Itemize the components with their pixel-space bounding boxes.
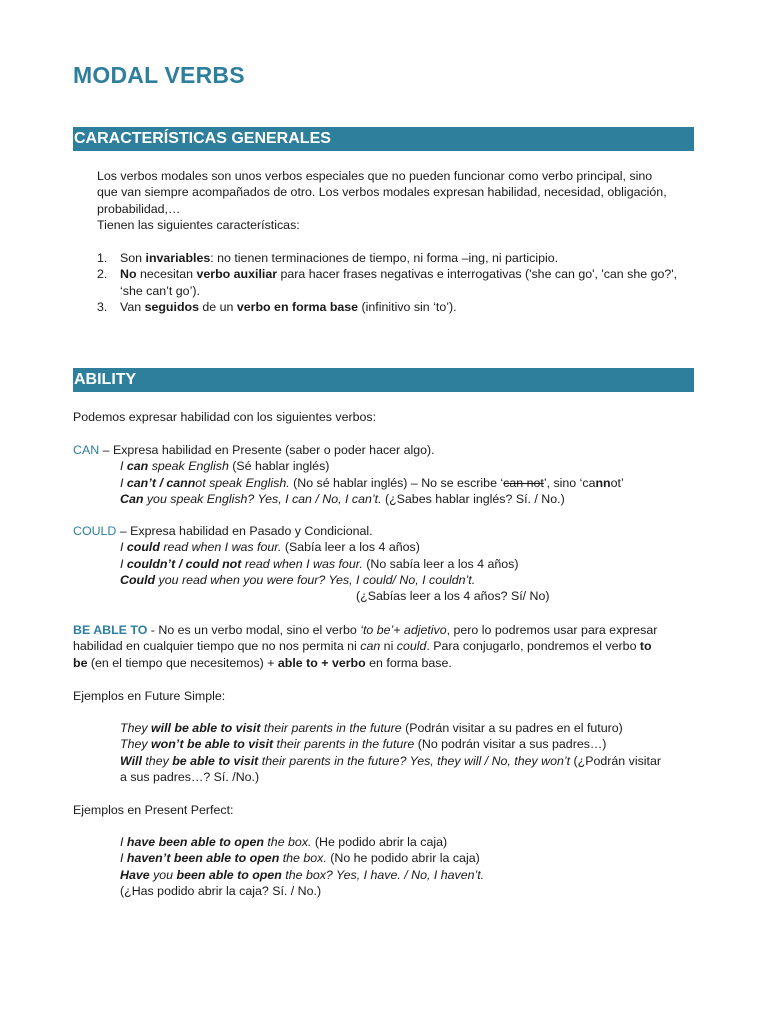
example-line bbox=[73, 753, 699, 769]
perfect-heading: Ejemplos en Present Perfect: bbox=[73, 803, 234, 817]
italic-text: the box. bbox=[279, 851, 327, 866]
perfect-examples bbox=[73, 834, 699, 899]
text: (Sabía leer a los 4 años) bbox=[281, 540, 420, 555]
be-able-to-line bbox=[73, 638, 699, 654]
text: ot’ bbox=[610, 475, 624, 490]
italic-text: They bbox=[120, 721, 151, 735]
bold-text: could bbox=[126, 540, 160, 555]
bold-text: Could bbox=[120, 572, 156, 587]
list-item bbox=[73, 266, 699, 299]
could-definition bbox=[73, 523, 699, 539]
italic-text: read when I was four. bbox=[241, 556, 363, 571]
text: . Para conjugarlo, pondremos el verbo bbox=[426, 639, 640, 654]
bold-text: No bbox=[120, 267, 137, 282]
be-able-to-label: BE ABLE TO bbox=[73, 623, 148, 637]
could-block bbox=[73, 523, 699, 604]
bold-text: verbo auxiliar bbox=[196, 267, 278, 282]
italic-text: their parents in the future bbox=[260, 721, 402, 735]
be-able-to-line bbox=[73, 655, 699, 671]
list-item bbox=[73, 250, 699, 266]
intro-line: que van siempre acompañados de otro. Los verbos modales expresan habilidad, necesidad, obligación, bbox=[97, 185, 667, 200]
list-item bbox=[73, 299, 699, 315]
text: (infinitivo sin ‘to’). bbox=[358, 299, 457, 314]
ability-intro: Podemos expresar habilidad con los siguientes verbos: bbox=[73, 410, 377, 424]
bold-text: Have bbox=[120, 867, 150, 882]
italic-text: ‘to be’+ adjetivo bbox=[360, 623, 447, 637]
could-label: COULD bbox=[73, 524, 117, 538]
section-heading-caracteristicas: CARACTERÍSTICAS GENERALES bbox=[73, 127, 694, 151]
example-line bbox=[73, 491, 699, 507]
italic-text: the box? Yes, I have. / No, I haven’t. bbox=[281, 867, 485, 882]
bold-text: will be able to visit bbox=[151, 721, 261, 735]
example-line bbox=[73, 475, 699, 491]
intro-line: Tienen las siguientes características: bbox=[97, 217, 300, 232]
text: – Expresa habilidad en Presente (saber o poder hacer algo). bbox=[99, 443, 435, 457]
example-line bbox=[73, 736, 699, 752]
italic-text: you speak English? Yes, I can / No, I can’t. bbox=[143, 491, 382, 506]
text: ni bbox=[380, 639, 397, 654]
bold-text: verbo en forma base bbox=[236, 299, 359, 314]
text: Son bbox=[120, 251, 146, 265]
bold-text: couldn’t / could not bbox=[126, 556, 242, 571]
italic-text: speak English bbox=[148, 459, 229, 474]
bold-text: Can bbox=[120, 491, 144, 506]
bold-text: seguidos bbox=[144, 299, 199, 314]
can-definition bbox=[73, 442, 699, 458]
example-line bbox=[73, 769, 699, 785]
text: en forma base. bbox=[365, 655, 452, 670]
italic-text: can bbox=[360, 639, 381, 654]
bold-text: be bbox=[73, 655, 88, 670]
italic-text: they bbox=[141, 753, 173, 768]
example-line bbox=[73, 867, 699, 883]
text: ’, sino ‘ca bbox=[543, 475, 596, 490]
bold-text: invariables bbox=[145, 251, 211, 265]
list-number: 2. bbox=[97, 267, 108, 282]
text: para hacer frases negativas e interrogativas ('she can go', 'can she go?', bbox=[277, 267, 678, 282]
intro-line: Los verbos modales son unos verbos especiales que no pueden funcionar como verbo principal, sino bbox=[97, 169, 653, 183]
example-line bbox=[73, 850, 699, 866]
example-line bbox=[73, 539, 699, 555]
bold-text: can bbox=[126, 459, 149, 474]
page-title: MODAL VERBS bbox=[73, 62, 245, 88]
text: necesitan bbox=[136, 267, 197, 282]
italic-text: I bbox=[120, 851, 127, 866]
characteristics-list bbox=[73, 250, 699, 315]
example-line bbox=[73, 556, 699, 572]
text: (No he podido abrir la caja) bbox=[326, 851, 480, 866]
be-able-to-block bbox=[73, 622, 699, 671]
list-number: 1. bbox=[97, 251, 108, 265]
text: (No podrán visitar a sus padres…) bbox=[414, 737, 607, 752]
text: - No es un verbo modal, sino el verbo bbox=[147, 623, 361, 637]
be-able-to-line bbox=[73, 622, 699, 638]
bold-text: be able to visit bbox=[172, 753, 259, 768]
future-heading: Ejemplos en Future Simple: bbox=[73, 689, 226, 703]
italic-text: their parents in the future bbox=[273, 737, 415, 752]
text: habilidad en cualquier tiempo que no nos permita ni bbox=[73, 639, 361, 654]
example-translation: (¿Sabías leer a los 4 años? Sí/ No) bbox=[356, 589, 550, 604]
italic-text: I bbox=[120, 835, 127, 849]
bold-text: to bbox=[639, 639, 652, 654]
italic-text: their parents in the future? Yes, they will / No, they won’t bbox=[258, 753, 571, 768]
example-translation: (¿Has podido abrir la caja? Sí. / No.) bbox=[120, 883, 322, 898]
bold-text: have been able to open bbox=[126, 835, 264, 849]
can-block bbox=[73, 442, 699, 507]
text: , pero lo podremos usar para expresar bbox=[446, 623, 658, 637]
italic-text: I bbox=[120, 475, 127, 490]
intro-line: probabilidad,… bbox=[97, 201, 181, 216]
text: (He podido abrir la caja) bbox=[311, 835, 448, 849]
bold-text: been able to open bbox=[176, 867, 282, 882]
example-line bbox=[73, 834, 699, 850]
bold-text: able to + verbo bbox=[277, 655, 366, 670]
italic-text: could bbox=[396, 639, 427, 654]
text: (No sé hablar inglés) – No se escribe ‘ bbox=[289, 475, 504, 490]
caracteristicas-intro bbox=[73, 168, 699, 233]
text: (¿Sabes hablar inglés? Sí. / No.) bbox=[381, 491, 565, 506]
bold-text: can’t / cann bbox=[126, 475, 196, 490]
italic-text: They bbox=[120, 737, 151, 752]
bold-text: haven’t been able to open bbox=[126, 851, 280, 866]
text: Van bbox=[120, 299, 145, 314]
can-label: CAN bbox=[73, 443, 100, 457]
list-number: 3. bbox=[97, 299, 108, 314]
future-examples bbox=[73, 720, 699, 785]
text: (¿Podrán visitar bbox=[570, 753, 661, 768]
text: (en el tiempo que necesitemos) + bbox=[87, 655, 278, 670]
italic-text: you bbox=[149, 867, 177, 882]
text: a sus padres…? Sí. /No.) bbox=[120, 769, 260, 784]
example-line bbox=[73, 720, 699, 736]
bold-text: won’t be able to visit bbox=[151, 737, 274, 752]
text: (Podrán visitar a su padres en el futuro) bbox=[401, 721, 623, 735]
text: (No sabía leer a los 4 años) bbox=[362, 556, 519, 571]
text: de un bbox=[198, 299, 237, 314]
italic-text: read when I was four. bbox=[159, 540, 282, 555]
example-line bbox=[73, 572, 699, 588]
italic-text: I bbox=[120, 540, 127, 555]
text: ‘she can’t go’). bbox=[120, 283, 200, 298]
italic-text: ot speak English. bbox=[195, 475, 290, 490]
bold-text: Will bbox=[120, 753, 142, 768]
italic-text: I bbox=[120, 459, 127, 474]
example-line bbox=[73, 458, 699, 474]
italic-text: you read when you were four? Yes, I could/ No, I couldn’t. bbox=[155, 572, 476, 587]
bold-text: nn bbox=[595, 475, 611, 490]
section-heading-ability: ABILITY bbox=[73, 368, 694, 392]
text: – Expresa habilidad en Pasado y Condicional. bbox=[116, 524, 373, 538]
strikethrough-text: can not bbox=[503, 475, 544, 490]
text: (Sé hablar inglés) bbox=[228, 459, 330, 474]
italic-text: the box. bbox=[263, 835, 312, 849]
text: : no tienen terminaciones de tiempo, ni forma –ing, ni participio. bbox=[210, 251, 559, 265]
italic-text: I bbox=[120, 556, 127, 571]
